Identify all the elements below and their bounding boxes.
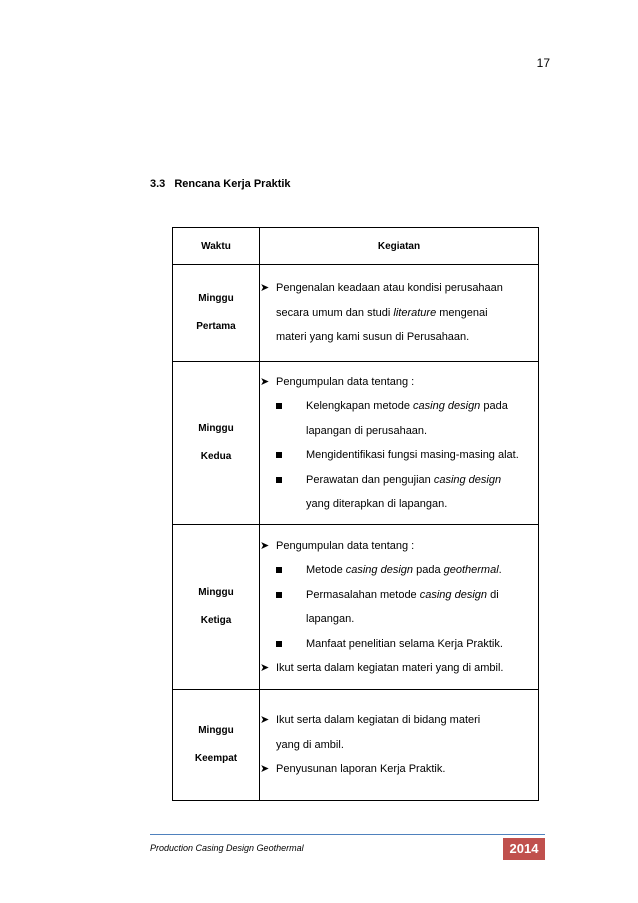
list-item (260, 534, 538, 559)
list-item-text: Ikut serta dalam kegiatan materi yang di ambil. (276, 662, 504, 674)
italic-text: casing design (419, 588, 488, 601)
arrow-bullet-icon: ➤ (260, 763, 270, 776)
text: lapangan. (306, 613, 355, 625)
schedule-table (172, 227, 539, 801)
waktu-cell (173, 265, 260, 362)
waktu-line: Keempat (194, 753, 238, 764)
text: Manfaat penelitian selama Kerja Praktik. (306, 637, 503, 650)
sub-list-item (260, 394, 538, 419)
list-item-text: Pengumpulan data tentang : (276, 539, 415, 552)
text: materi yang kami susun di Perusahaan. (276, 331, 470, 344)
text: mengenai (436, 306, 488, 319)
arrow-bullet-icon: ➤ (260, 282, 270, 295)
waktu-cell (173, 690, 260, 801)
list-item-text: Ikut serta dalam kegiatan di bidang materi (276, 714, 481, 727)
kegiatan-cell (260, 265, 539, 362)
arrow-bullet-icon: ➤ (260, 714, 270, 727)
kegiatan-cell (260, 690, 539, 801)
list-item-text: Pengumpulan data tentang : (276, 375, 415, 388)
sub-list-item (260, 632, 538, 657)
italic-text: casing design (433, 473, 502, 486)
kegiatan-cell (260, 525, 539, 690)
sub-list-item-continuation (260, 419, 538, 444)
text: pada (413, 564, 444, 576)
sub-list-item-continuation (260, 492, 538, 517)
list-item-text: Penyusunan laporan Kerja Praktik. (276, 763, 446, 776)
waktu-line: Ketiga (200, 615, 232, 626)
footer-title: Production Casing Design Geothermal (150, 843, 304, 853)
list-item (260, 276, 538, 301)
square-bullet-icon (276, 452, 284, 458)
italic-text: literature (393, 306, 437, 319)
waktu-line: Pertama (196, 321, 236, 332)
footer-divider (150, 834, 545, 835)
text: Kelengkapan metode (306, 400, 414, 412)
italic-text: geothermal (443, 564, 499, 576)
list-item-continuation (260, 301, 538, 326)
italic-text: casing design (345, 564, 414, 576)
table-row (173, 265, 539, 362)
sub-list-item-continuation (260, 607, 538, 632)
list-item (260, 708, 538, 733)
text: lapangan di perusahaan. (306, 424, 428, 437)
sub-list-item (260, 558, 538, 583)
arrow-bullet-icon: ➤ (260, 539, 270, 552)
waktu-line: Minggu (198, 293, 234, 304)
page-number: 17 (536, 56, 550, 70)
list-item-continuation (260, 733, 538, 758)
table-header-row (173, 228, 539, 265)
square-bullet-icon (276, 403, 284, 409)
list-item-text: Pengenalan keadaan atau kondisi perusahaan (276, 282, 503, 295)
section-number: 3.3 (150, 178, 166, 190)
square-bullet-icon (276, 477, 284, 483)
header-kegiatan: Kegiatan (260, 228, 539, 265)
text: pada (480, 400, 508, 412)
table-row (173, 525, 539, 690)
text: Metode (306, 564, 346, 576)
waktu-line: Minggu (198, 725, 234, 736)
text: Perawatan dan pengujian (306, 473, 434, 486)
waktu-cell (173, 362, 260, 525)
sub-list-item (260, 443, 538, 468)
list-item (260, 757, 538, 782)
italic-text: casing design (413, 400, 481, 412)
section-heading (150, 178, 291, 190)
table-row (173, 690, 539, 801)
waktu-line: Minggu (198, 587, 234, 598)
header-waktu: Waktu (173, 228, 260, 265)
text: yang diterapkan di lapangan. (306, 498, 448, 510)
text: yang di ambil. (276, 738, 344, 751)
waktu-line: Minggu (198, 423, 234, 434)
arrow-bullet-icon: ➤ (260, 662, 270, 674)
text: Permasalahan metode (306, 588, 420, 601)
text: . (498, 564, 502, 576)
square-bullet-icon (276, 592, 284, 598)
kegiatan-cell (260, 362, 539, 525)
sub-list-item (260, 583, 538, 608)
text: secara umum dan studi (276, 306, 394, 319)
text: di (487, 588, 499, 601)
footer-year-badge: 2014 (503, 838, 545, 860)
arrow-bullet-icon: ➤ (260, 375, 270, 388)
waktu-line: Kedua (200, 451, 232, 462)
section-title: Rencana Kerja Praktik (174, 178, 291, 190)
table-row (173, 362, 539, 525)
sub-list-item (260, 468, 538, 493)
waktu-cell (173, 525, 260, 690)
square-bullet-icon (276, 567, 284, 573)
list-item-continuation (260, 325, 538, 350)
list-item (260, 370, 538, 395)
square-bullet-icon (276, 641, 284, 647)
list-item (260, 656, 538, 681)
text: Mengidentifikasi fungsi masing-masing alat. (306, 449, 519, 461)
